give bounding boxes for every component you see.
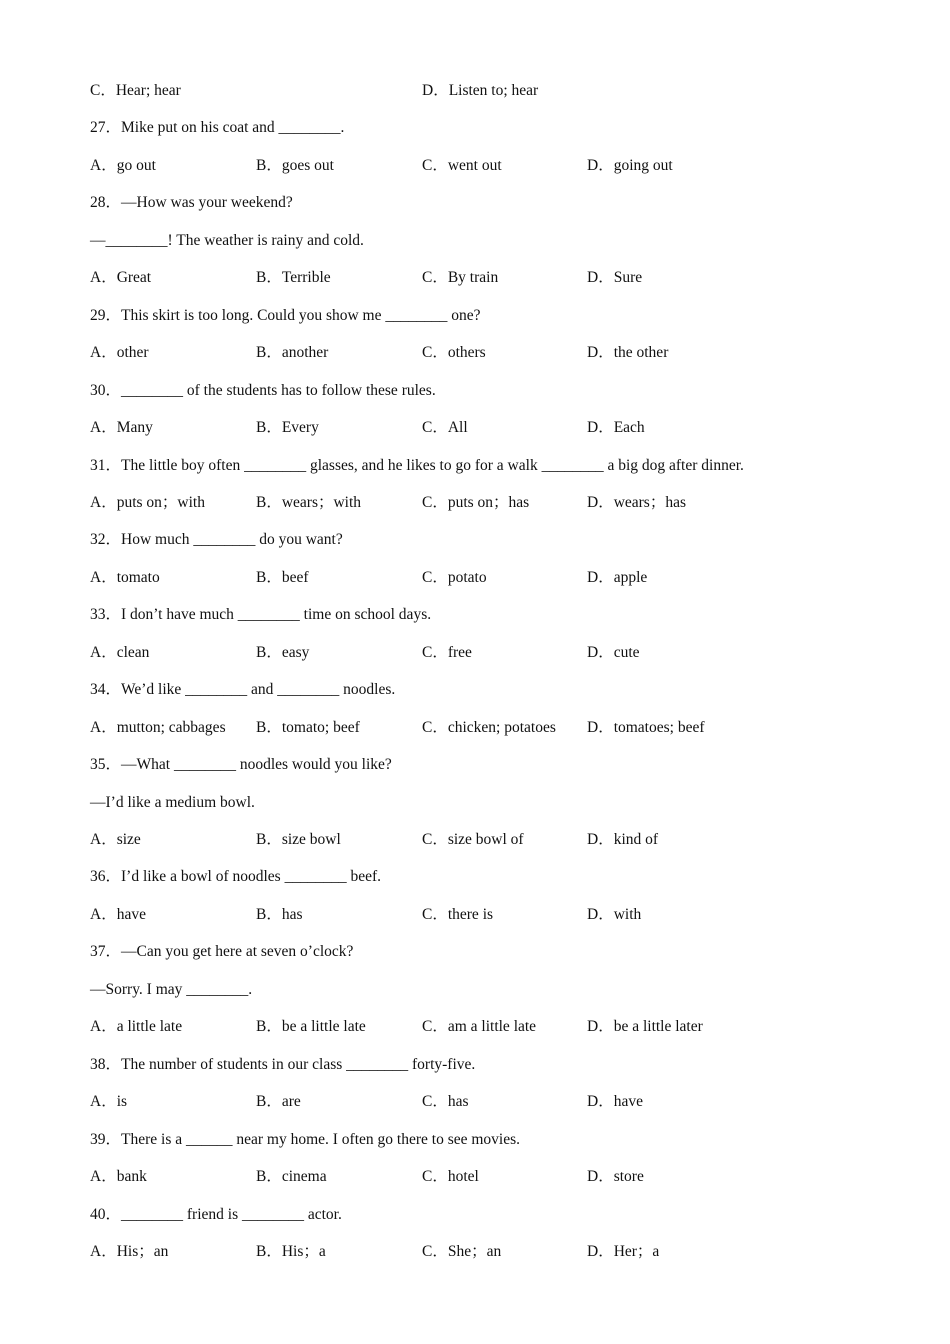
answer-option: B．Every bbox=[256, 419, 319, 436]
answer-option: C．size bowl of bbox=[422, 831, 524, 848]
question-text: —________! The weather is rainy and cold. bbox=[90, 232, 364, 249]
answer-option: D．Listen to; hear bbox=[422, 82, 539, 99]
answer-option: C．hotel bbox=[422, 1168, 479, 1185]
answer-option: C．She；an bbox=[422, 1243, 502, 1260]
question-text: 27．Mike put on his coat and ________. bbox=[90, 119, 345, 136]
answer-option: B．are bbox=[256, 1093, 301, 1110]
question-text: 39．There is a ______ near my home. I often go there to see movies. bbox=[90, 1131, 521, 1148]
answer-option: B．another bbox=[256, 344, 329, 361]
answer-option: D．store bbox=[587, 1168, 644, 1185]
answer-option: B．goes out bbox=[256, 157, 334, 174]
answer-option: A．tomato bbox=[90, 569, 160, 586]
answer-option: C．All bbox=[422, 419, 468, 436]
question-text: 32．How much ________ do you want? bbox=[90, 531, 343, 548]
answer-option: D．going out bbox=[587, 157, 673, 174]
question-text: 34．We’d like ________ and ________ noodles. bbox=[90, 681, 396, 698]
answer-option: D．kind of bbox=[587, 831, 659, 848]
answer-option: B．size bowl bbox=[256, 831, 341, 848]
answer-option: A．puts on；with bbox=[90, 494, 205, 511]
answer-option: C．went out bbox=[422, 157, 502, 174]
answer-option: B．wears；with bbox=[256, 494, 362, 511]
question-text: 28．—How was your weekend? bbox=[90, 194, 293, 211]
answer-option: A．is bbox=[90, 1093, 128, 1110]
question-text: 33．I don’t have much ________ time on school days. bbox=[90, 606, 432, 623]
answer-option: D．Each bbox=[587, 419, 645, 436]
answer-option: D．tomatoes; beef bbox=[587, 719, 705, 736]
question-text: 40．________ friend is ________ actor. bbox=[90, 1206, 342, 1223]
answer-option: B．His；a bbox=[256, 1243, 326, 1260]
answer-option: A．a little late bbox=[90, 1018, 183, 1035]
answer-option: B．easy bbox=[256, 644, 310, 661]
question-text: —I’d like a medium bowl. bbox=[90, 794, 255, 811]
answer-option: A．size bbox=[90, 831, 141, 848]
answer-option: C．has bbox=[422, 1093, 469, 1110]
answer-option: D．apple bbox=[587, 569, 648, 586]
answer-option: A．other bbox=[90, 344, 149, 361]
answer-option: A．His；an bbox=[90, 1243, 169, 1260]
answer-option: D．with bbox=[587, 906, 642, 923]
answer-option: A．clean bbox=[90, 644, 150, 661]
answer-option: A．Many bbox=[90, 419, 153, 436]
question-text: 29．This skirt is too long. Could you show me ________ one? bbox=[90, 307, 481, 324]
answer-option: C．puts on；has bbox=[422, 494, 530, 511]
answer-option: B．cinema bbox=[256, 1168, 327, 1185]
question-text: 30．________ of the students has to follow these rules. bbox=[90, 382, 436, 399]
answer-option: C．chicken; potatoes bbox=[422, 719, 556, 736]
answer-option: C．free bbox=[422, 644, 472, 661]
question-text: 31．The little boy often ________ glasses, and he likes to go for a walk ________ a big dog after dinner. bbox=[90, 457, 744, 474]
answer-option: B．tomato; beef bbox=[256, 719, 360, 736]
answer-option: A．mutton; cabbages bbox=[90, 719, 226, 736]
answer-option: A．bank bbox=[90, 1168, 147, 1185]
answer-option: B．be a little late bbox=[256, 1018, 366, 1035]
question-text: —Sorry. I may ________. bbox=[90, 981, 253, 998]
answer-option: A．have bbox=[90, 906, 146, 923]
answer-option: D．wears；has bbox=[587, 494, 687, 511]
answer-option: B．Terrible bbox=[256, 269, 331, 286]
answer-option: B．has bbox=[256, 906, 303, 923]
question-text: 35．—What ________ noodles would you like? bbox=[90, 756, 392, 773]
answer-option: D．Her；a bbox=[587, 1243, 660, 1260]
question-text: 38．The number of students in our class ________ forty-five. bbox=[90, 1056, 476, 1073]
answer-option: C．By train bbox=[422, 269, 499, 286]
answer-option: C．Hear; hear bbox=[90, 82, 181, 99]
question-text: 36．I’d like a bowl of noodles ________ beef. bbox=[90, 868, 381, 885]
answer-option: A．Great bbox=[90, 269, 152, 286]
answer-option: D．have bbox=[587, 1093, 643, 1110]
answer-option: C．potato bbox=[422, 569, 487, 586]
answer-option: B．beef bbox=[256, 569, 309, 586]
answer-option: C．there is bbox=[422, 906, 494, 923]
answer-option: D．cute bbox=[587, 644, 640, 661]
answer-option: D．be a little later bbox=[587, 1018, 703, 1035]
answer-option: C．am a little late bbox=[422, 1018, 537, 1035]
answer-option: C．others bbox=[422, 344, 486, 361]
answer-option: D．the other bbox=[587, 344, 669, 361]
question-text: 37．—Can you get here at seven o’clock? bbox=[90, 943, 354, 960]
answer-option: D．Sure bbox=[587, 269, 643, 286]
answer-option: A．go out bbox=[90, 157, 156, 174]
